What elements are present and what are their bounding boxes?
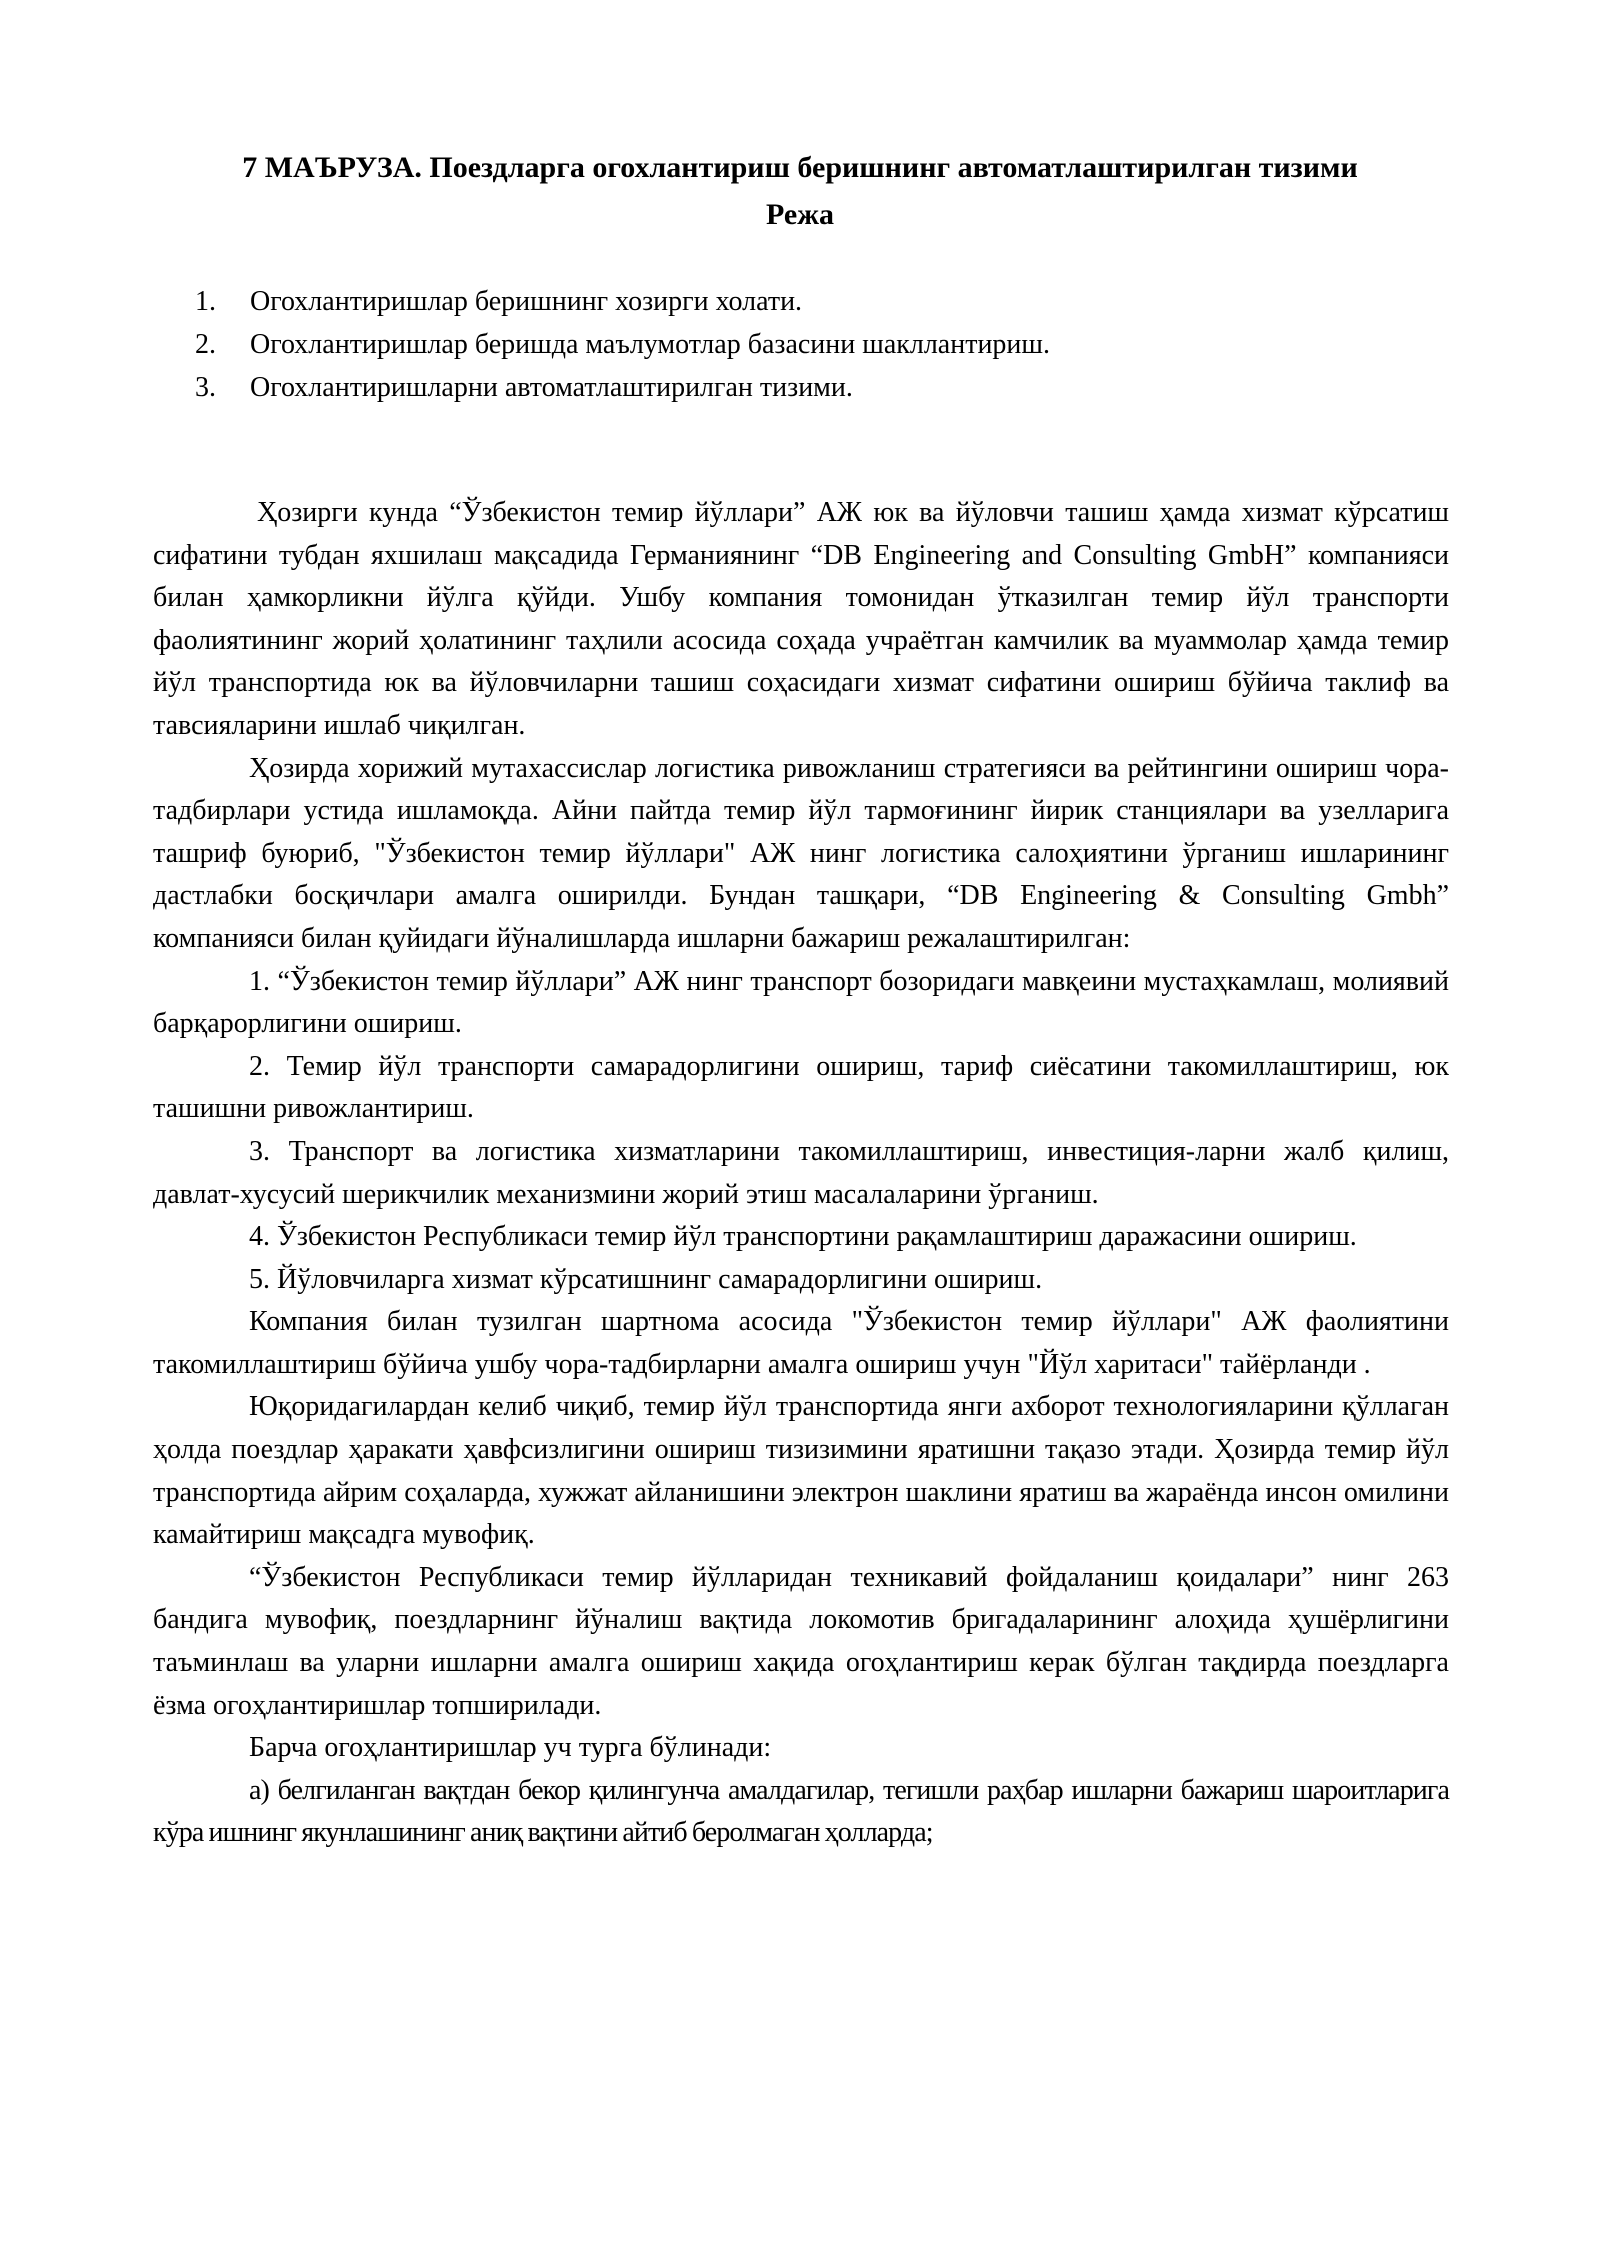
plan-list — [195, 280, 1395, 409]
plan-item-number: 1. — [195, 286, 216, 317]
paragraph-roadmap: Компания билан тузилган шартнома асосида "Ўзбекистон темир йўллари" АЖ фаолиятини такомиллаштириш бўйича ушбу чора-тадбирларни амалга ошириш учун "Йўл харитаси" тайёрланди . — [153, 1306, 1449, 1380]
paragraph-three-types: Барча огоҳлантиришлар уч турга бўлинади: — [249, 1732, 772, 1764]
paragraph-direction-4: 4. Ўзбекистон Республикаси темир йўл транспортини рақамлаштириш даражасини ошириш. — [249, 1221, 1357, 1253]
paragraph-direction-1: 1. “Ўзбекистон темир йўллари” АЖ нинг транспорт бозоридаги мавқеини мустаҳкамлаш, молиявий барқарорлигини ошириш. — [153, 965, 1449, 1040]
paragraph-it-safety: Юқоридагилардан келиб чиқиб, темир йўл транспортида янги ахборот технологияларини қўллаган ҳолда поездлар ҳаракати ҳавфсизлигини ошириш тизизимини яратишни тақазо этади. Ҳозирда темир йўл транспортида айрим соҳаларда, хужжат айланишини электрон шаклини яратиш ва жараёнда инсон омилини камайтириш мақсадга мувофиқ. — [153, 1391, 1449, 1551]
paragraph-intro: Ҳозирги кунда “Ўзбекистон темир йўллари” АЖ юк ва йўловчи ташиш ҳамда хизмат кўрсатиш сифатини тубдан яхшилаш мақсадида Германиянинг “DB Engineering and Consulting GmbH” компанияси билан ҳамкорликни йўлга қўйди. Ушбу компания томонидан ўтказилган темир йўл транспорти фаолиятининг жорий ҳолатининг таҳлили асосида соҳада учраётган камчилик ва муаммолар ҳамда темир йўл транспортида юк ва йўловчиларни ташиш соҳасидаги хизмат сифатини ошириш бўйича таклиф ва тавсияларини ишлаб чиқилган. — [153, 497, 1449, 741]
plan-item-number: 2. — [195, 329, 216, 360]
plan-item — [195, 323, 1395, 366]
plan-item-number: 3. — [195, 372, 216, 403]
paragraph-direction-3: 3. Транспорт ва логистика хизматларини такомиллаштириш, инвестиция-ларни жалб қилиш, давлат-хусусий шерикчилик механизмини жорий этиш масалаларини ўрганиш. — [153, 1135, 1449, 1210]
lecture-body — [153, 492, 1449, 1855]
plan-item — [195, 366, 1395, 409]
plan-item-text: Огохлантиришлар беришнинг хозирги холати. — [250, 286, 803, 317]
paragraph-direction-5: 5. Йўловчиларга хизмат кўрсатишнинг самарадорлигини ошириш. — [249, 1263, 1043, 1295]
lecture-title: 7 МАЪРУЗА. Поездларга огохлантириш беришнинг автоматлаштирилган тизими — [242, 151, 1358, 184]
plan-item-text: Огохлантиришлар беришда маълумотлар базасини шакллантириш. — [250, 329, 1050, 360]
paragraph-type-a: а) белгиланган вақтдан бекор қилингунча амалдагилар, тегишли раҳбар ишларни бажариш шароитларига кўра ишнинг якунлашининг аниқ вақтини айтиб беролмаган ҳолларда; — [153, 1774, 1449, 1849]
plan-heading: Режа — [766, 198, 834, 231]
paragraph-rules-263: “Ўзбекистон Республикаси темир йўлларидан техникавий фойдаланиш қоидалари” нинг 263 бандига мувофиқ, поездларнинг йўналиш вақтида локомотив бригадаларининг алоҳида ҳушёрлигини таъминлаш ва уларни ишларни амалга ошириш хақида огоҳлантириш керак бўлган тақдирда поездларга ёзма огоҳлантиришлар топширилади. — [153, 1561, 1449, 1721]
plan-item — [195, 280, 1395, 323]
plan-item-text: Огохлантиришларни автоматлаштирилган тизими. — [250, 372, 853, 403]
paragraph-direction-2: 2. Темир йўл транспорти самарадорлигини ошириш, тариф сиёсатини такомиллаштириш, юк ташишни ривожлантириш. — [153, 1050, 1449, 1125]
paragraph-experts: Ҳозирда хорижий мутахассислар логистика ривожланиш стратегияси ва рейтингини ошириш чора-тадбирлари устида ишламоқда. Айни пайтда темир йўл тармоғининг йирик станциялари ва узелларига ташриф буюриб, "Ўзбекистон темир йўллари" АЖ нинг логистика салоҳиятини ўрганиш ишларининг дастлабки босқичлари амалга оширилди. Бундан ташқари, “DB Engineering & Consulting Gmbh” компанияси билан қуйидаги йўналишларда ишларни бажариш режалаштирилган: — [153, 752, 1449, 954]
